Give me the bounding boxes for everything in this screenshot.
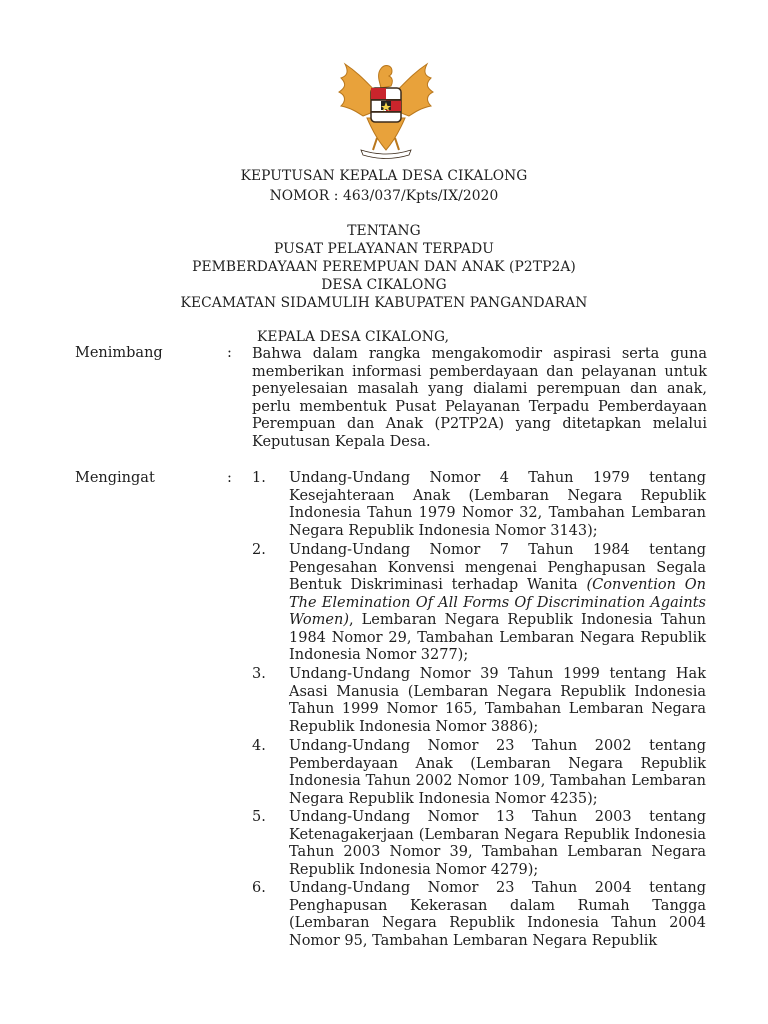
- subject-line-3: DESA CIKALONG: [321, 277, 447, 293]
- list-item-italic-text: (Convention On The Elemination Of All Forms Of Discrimination Againts Women): [289, 577, 706, 628]
- list-item-number: 6.: [252, 880, 266, 896]
- subject-line-2: PEMBERDAYAAN PEREMPUAN DAN ANAK (P2TP2A): [192, 259, 576, 275]
- list-item: Undang-Undang Nomor 13 Tahun 2003 tentang Ketenagakerjaan (Lembaran Negara Republik Indonesia Tahun 2003 Nomor 39, Tambahan Lembaran Negara Republik Indonesia Nomor 4279);: [289, 809, 706, 878]
- decree-number: NOMOR : 463/037/Kpts/IX/2020: [269, 188, 499, 204]
- subject-line-4: KECAMATAN SIDAMULIH KABUPATEN PANGANDARAN: [180, 295, 588, 311]
- list-item-number: 5.: [252, 809, 266, 825]
- menimbang-label: Menimbang: [75, 345, 163, 361]
- list-item-number: 3.: [252, 666, 266, 682]
- list-item: Undang-Undang Nomor 23 Tahun 2004 tentang Penghapusan Kekerasan dalam Rumah Tangga (Lembaran Negara Republik Indonesia Tahun 2004 Nomor 95, Tambahan Lembaran Negara Republik: [289, 880, 706, 949]
- decree-title: KEPUTUSAN KEPALA DESA CIKALONG: [240, 168, 528, 184]
- list-item-text: , Lembaran Negara Republik Indonesia Tahun 1984 Nomor 29, Tambahan Lembaran Negara Republik Indonesia Nomor 3277);: [289, 612, 706, 663]
- list-item: [289, 542, 706, 665]
- mengingat-label: Mengingat: [75, 470, 155, 486]
- mengingat-colon: :: [227, 470, 232, 486]
- menimbang-text: Bahwa dalam rangka mengakomodir aspirasi serta guna memberikan informasi pemberdayaan dan pelayanan untuk penyelesaian masalah yang dialami perempuan dan anak, perlu membentuk Pusat Pelayanan Terpadu Pemberdayaan Perempuan dan Anak (P2TP2A) yang ditetapkan melalui Keputusan Kepala Desa.: [252, 346, 707, 450]
- list-item: Undang-Undang Nomor 39 Tahun 1999 tentang Hak Asasi Manusia (Lembaran Negara Republik Indonesia Tahun 1999 Nomor 165, Tambahan Lembaran Negara Republik Indonesia Nomor 3886);: [289, 666, 706, 735]
- tentang-heading: TENTANG: [347, 223, 421, 239]
- subject-line-1: PUSAT PELAYANAN TERPADU: [274, 241, 494, 257]
- list-item-text: Undang-Undang Nomor 7 Tahun 1984 tentang Pengesahan Konvensi mengenai Penghapusan Segala Bentuk Diskriminasi terhadap Wanita: [289, 542, 706, 593]
- garuda-emblem-icon: [333, 58, 439, 160]
- menimbang-colon: :: [227, 345, 232, 361]
- list-item-number: 1.: [252, 470, 266, 486]
- list-item: Undang-Undang Nomor 23 Tahun 2002 tentang Pemberdayaan Anak (Lembaran Negara Republik Indonesia Tahun 2002 Nomor 109, Tambahan Lembaran Negara Republik Indonesia Nomor 4235);: [289, 738, 706, 807]
- list-item: Undang-Undang Nomor 4 Tahun 1979 tentang Kesejahteraan Anak (Lembaran Negara Republik Indonesia Tahun 1979 Nomor 32, Tambahan Lembaran Negara Republik Indonesia Nomor 3143);: [289, 470, 706, 539]
- list-item-number: 4.: [252, 738, 266, 754]
- list-item-number: 2.: [252, 542, 266, 558]
- signer-heading: KEPALA DESA CIKALONG,: [257, 329, 450, 345]
